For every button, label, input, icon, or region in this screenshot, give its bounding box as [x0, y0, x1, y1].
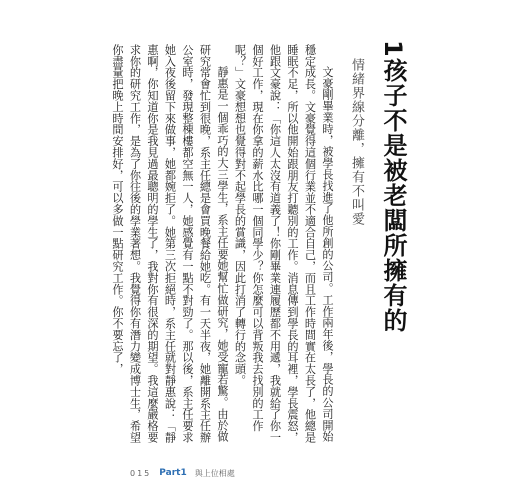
chapter-title-text: 孩子不是被老闆所擁有的: [379, 57, 407, 333]
page-footer: [130, 466, 235, 480]
part-label: Part1: [159, 468, 187, 478]
chapter-number: 1: [379, 40, 407, 58]
paragraph: 靜惠是一個乖巧的大三學生，系主任要她幫忙做研究，她受寵若驚。由於做研究常會忙到很晚，系主任總是會買晚餐給她吃。有一天半夜，她離開系主任辦公室時，發現整棟樓都空無一人，她感覺有一點不對勁了。那以後，系主任要求她入夜後留下來做事，她都婉拒了。她第三次拒絕時，系主任就對靜惠說：「靜惠啊，你知道你是我見過最聰明的學生了，我對你有很深的期望。我這麼嚴格要求你的研究工作，是為了你往後的學業著想。我覺得你有潛力變成博士生，希望你盡量把晚上時間安排好，可以多做一點研究工作。你不要忘了，: [111, 44, 229, 443]
paragraph: 文豪剛畢業時，被學長找進了他所創的公司。工作兩年後，學長的公司開始穩定成長。文豪覺得這個行業並不適合自己，而且工作時間實在太長了，他總是睡眠不足，所以他開始跟朋友打聽別的工作。消息傳到學長的耳裡，學長震怒，他跟文豪說：「你這人太沒有道義了！你剛畢業連履歷都不用遞，我就給了你一個好工作，現在你拿的薪水比哪一個同學少？你怎麼可以背叛我去找別的工作呢？」文豪想想也覺得對不起學長的賞識，因此打消了轉行的念頭。: [233, 44, 334, 443]
section-label: 與上位相處: [194, 468, 235, 478]
page-number: 015: [130, 468, 152, 478]
chapter-title: [378, 40, 408, 460]
chapter-subtitle: 情緒界線分離，擁有不叫愛: [349, 58, 364, 226]
body-text: [111, 44, 336, 452]
